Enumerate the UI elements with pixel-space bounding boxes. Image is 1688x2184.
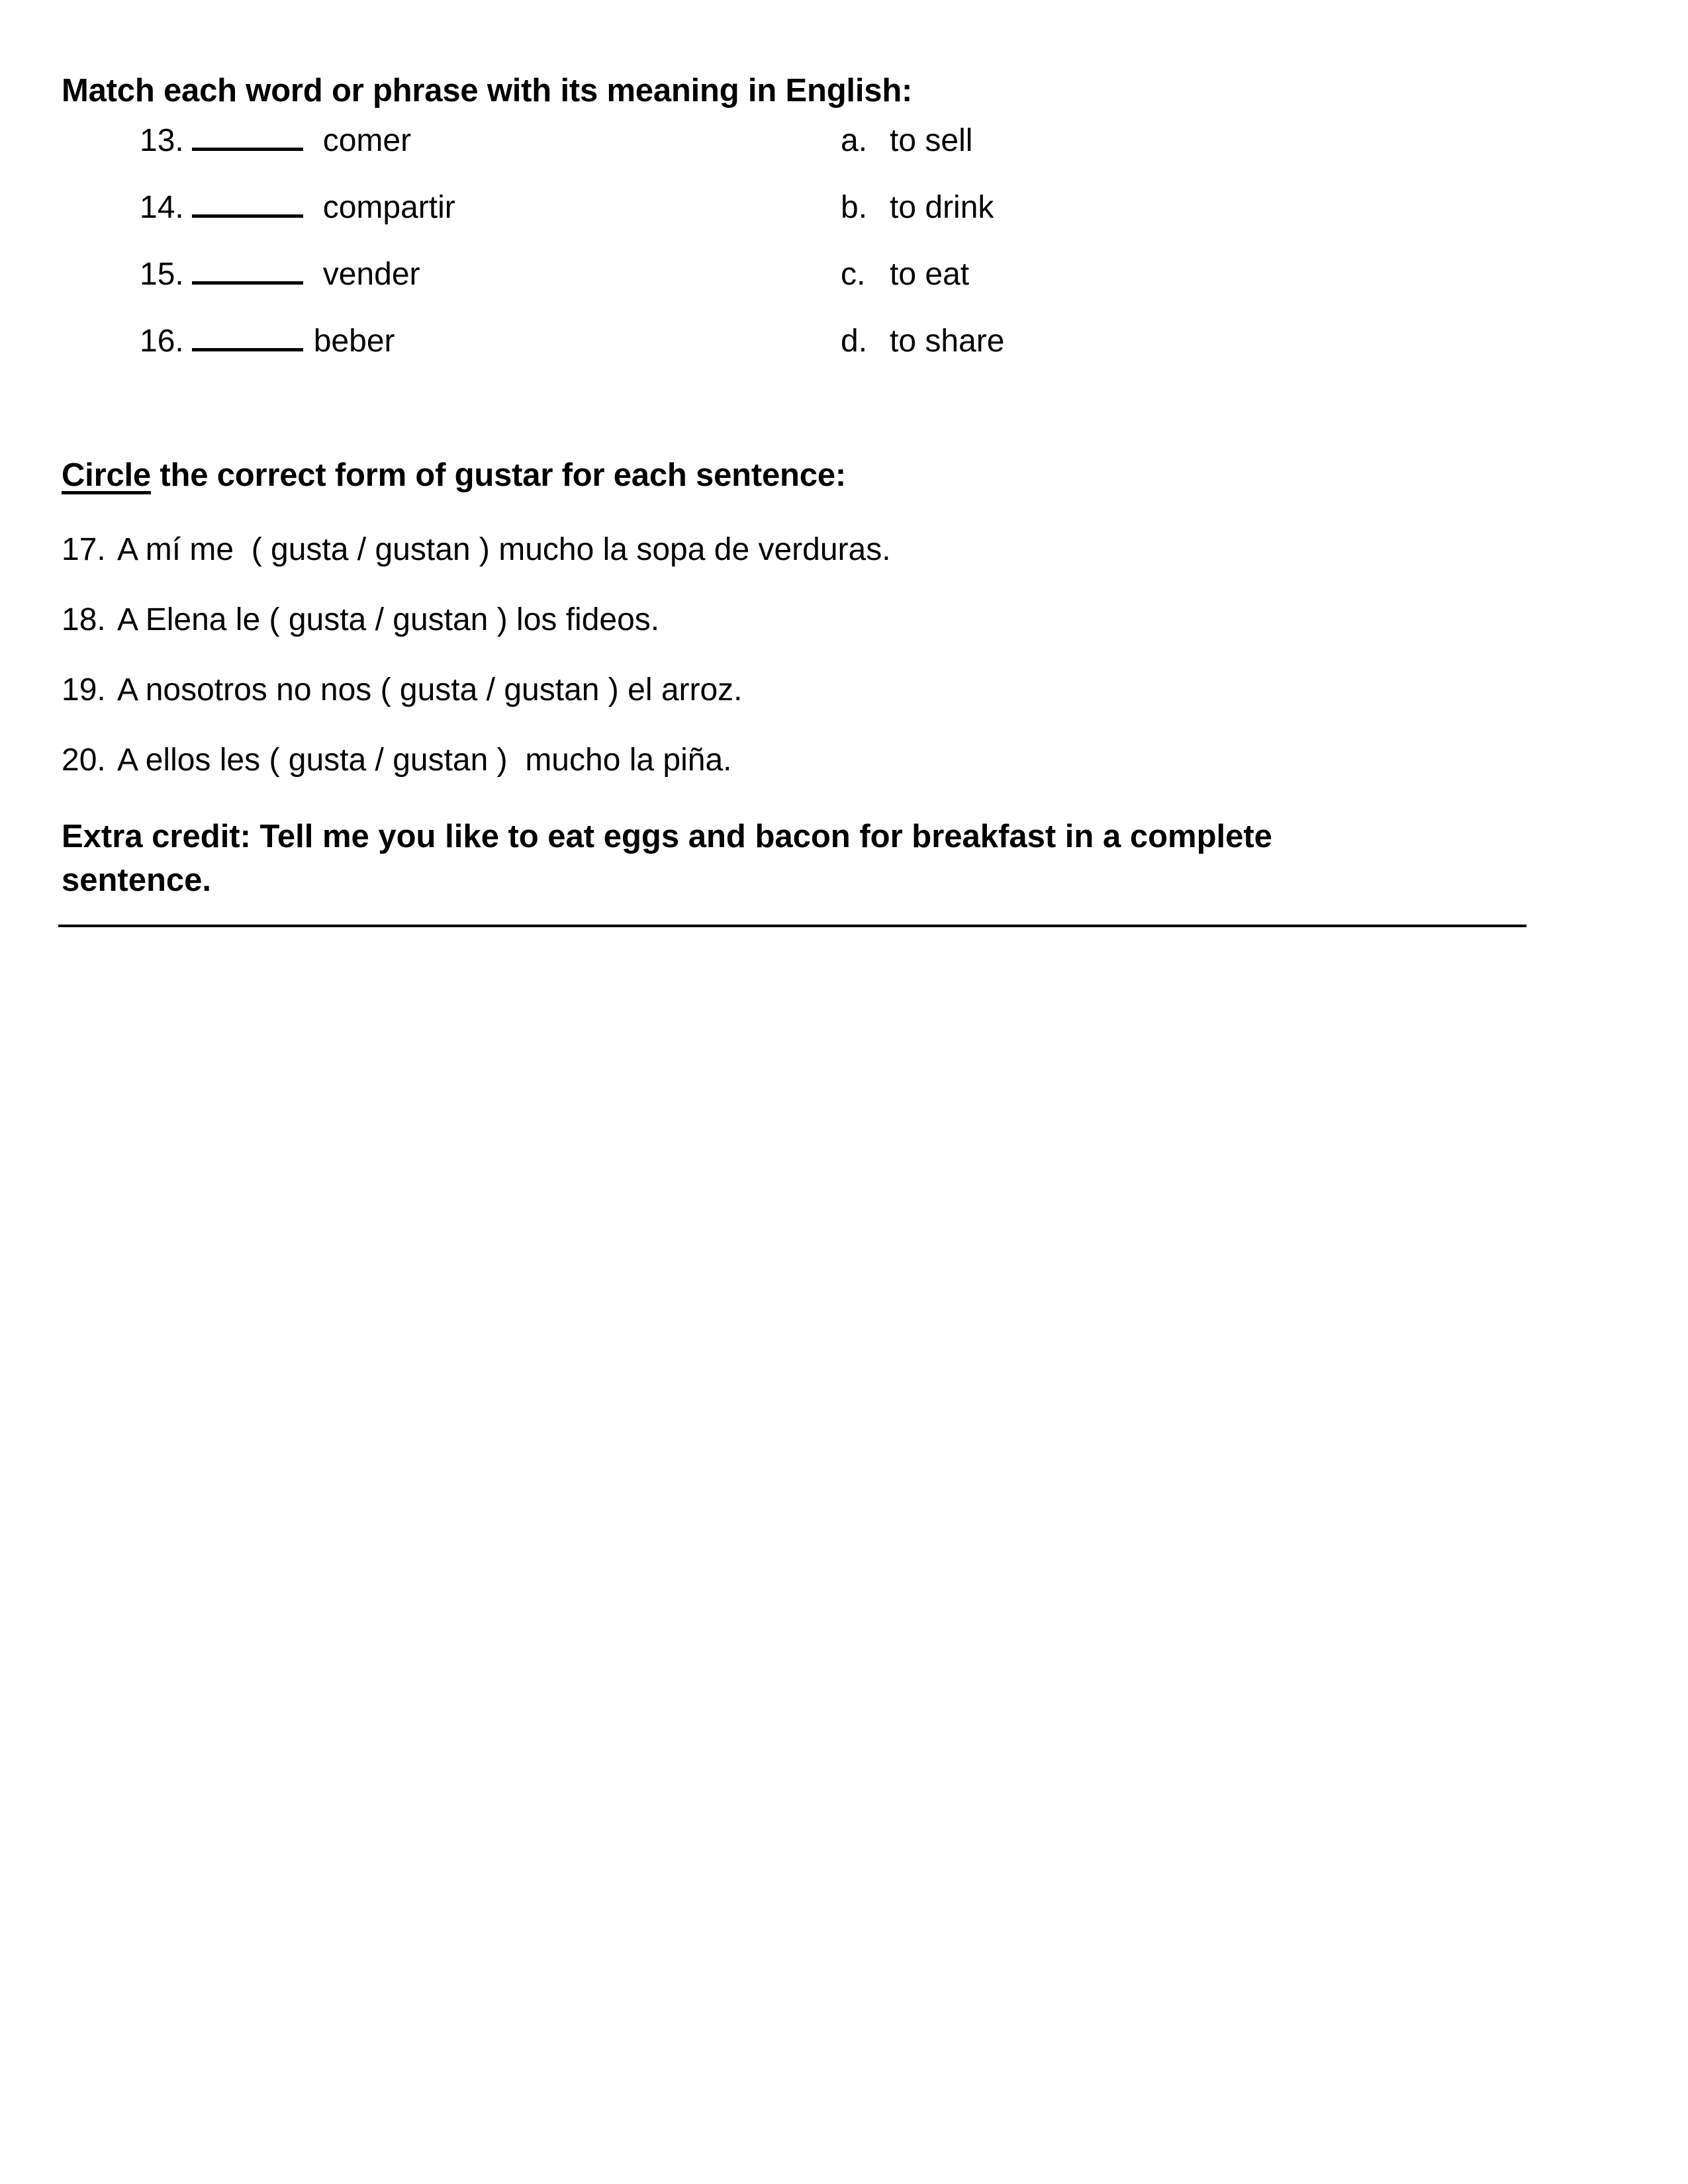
matching-option-letter: c. (841, 256, 866, 292)
matching-heading: Match each word or phrase with its meaning in English: (62, 73, 913, 109)
sentence-number: 17. (62, 531, 106, 567)
matching-answer-blank[interactable] (192, 253, 303, 285)
sentence-text[interactable]: A Elena le ( gusta / gustan ) los fideos. (117, 602, 660, 637)
sentence-number: 18. (62, 602, 106, 637)
matching-item-number: 15. (140, 256, 184, 292)
matching-list (62, 119, 1589, 387)
circle-heading-keyword: Circle (62, 457, 151, 493)
matching-item-number: 14. (140, 189, 184, 225)
matching-option-letter: d. (841, 323, 868, 359)
matching-option-text: to eat (890, 256, 970, 292)
matching-left-cell (62, 186, 841, 224)
sentence-number: 20. (62, 742, 106, 778)
matching-answer-blank[interactable] (192, 186, 303, 218)
matching-item-word: comer (322, 122, 412, 158)
matching-option (841, 122, 973, 158)
matching-row (62, 253, 1589, 320)
matching-option-text: to share (890, 323, 1005, 359)
matching-option-letter: b. (841, 189, 868, 225)
extra-credit-prompt: Extra credit: Tell me you like to eat eggs and bacon for breakfast in a complete sentence. (62, 818, 1272, 898)
matching-answer-blank[interactable] (192, 119, 303, 151)
matching-item-number: 16. (140, 323, 184, 359)
extra-credit-answer-line[interactable] (58, 925, 1526, 927)
gustar-sentence (62, 566, 1589, 636)
sentence-text[interactable]: A mí me ( gusta / gustan ) mucho la sopa de verduras. (117, 531, 891, 567)
matching-item-word: vender (322, 256, 420, 292)
matching-left-cell (62, 253, 841, 291)
matching-option (841, 323, 1005, 359)
matching-option (841, 256, 970, 292)
circle-section (62, 456, 1589, 927)
gustar-sentence (62, 706, 1589, 776)
matching-item-number: 13. (140, 122, 184, 158)
gustar-sentence (62, 496, 1589, 566)
matching-option-letter: a. (841, 122, 868, 158)
gustar-sentence (62, 636, 1589, 706)
matching-left-cell (62, 119, 841, 157)
sentence-text[interactable]: A ellos les ( gusta / gustan ) mucho la piña. (117, 742, 732, 778)
matching-option-text: to sell (890, 122, 973, 158)
matching-answer-blank[interactable] (192, 320, 303, 351)
matching-item-word: beber (313, 323, 395, 359)
matching-left-cell (62, 320, 841, 357)
circle-heading-rest: the correct form of gustar for each sentence: (151, 457, 846, 493)
matching-row (62, 186, 1589, 253)
matching-item-word: compartir (322, 189, 455, 225)
matching-option-text: to drink (890, 189, 994, 225)
circle-heading (62, 456, 1589, 496)
matching-option (841, 189, 994, 225)
matching-row (62, 320, 1589, 387)
sentence-text[interactable]: A nosotros no nos ( gusta / gustan ) el arroz. (117, 672, 743, 707)
sentence-number: 19. (62, 672, 106, 707)
matching-row (62, 119, 1589, 186)
